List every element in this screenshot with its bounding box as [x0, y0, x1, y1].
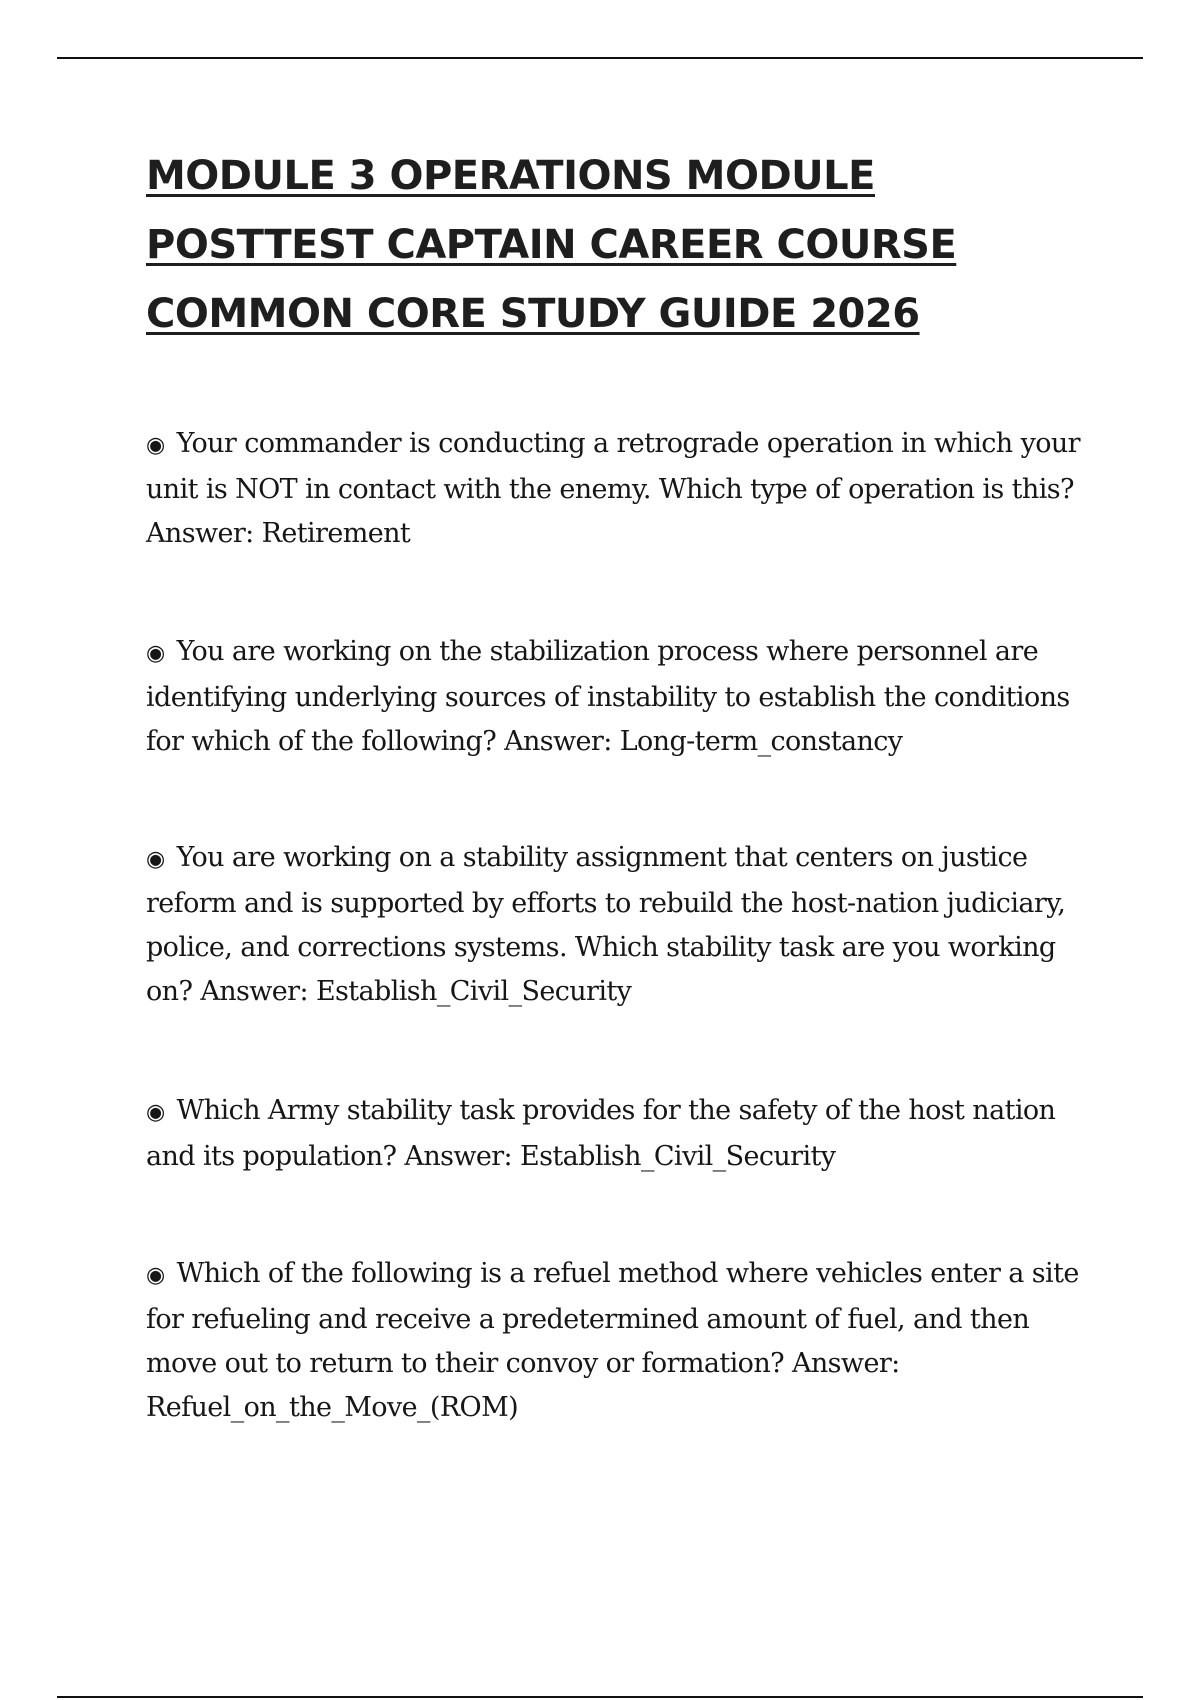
answer-label: Answer: [200, 976, 308, 1007]
answer-text: Long-term_constancy [619, 726, 903, 757]
qa-item [146, 422, 1096, 556]
answer-label: Answer: [146, 518, 254, 549]
bottom-divider [57, 1696, 1143, 1698]
answer-text: Retirement [261, 518, 411, 549]
qa-item [146, 836, 1096, 1014]
qa-item [146, 1089, 1096, 1179]
question-text: Which of the following is a refuel method where vehicles enter a site for refueling and receive a predetermined amount of fuel, and then move out to return to their convoy or formation? [146, 1258, 1079, 1379]
question-text: You are working on the stabilization process where personnel are identifying underlying sources of instability to establish the conditions for which of the following? [146, 636, 1070, 757]
radio-bullet-icon: ◉ [146, 1100, 165, 1125]
answer-label: Answer: [504, 726, 612, 757]
answer-text: Establish_Civil_Security [315, 976, 632, 1007]
radio-bullet-icon: ◉ [146, 641, 165, 666]
radio-bullet-icon: ◉ [146, 847, 165, 872]
page-title: MODULE 3 OPERATIONS MODULE POSTTEST CAPTAIN CAREER COURSE COMMON CORE STUDY GUIDE 2026 [146, 153, 957, 337]
radio-bullet-icon: ◉ [146, 1263, 165, 1288]
question-text: You are working on a stability assignment that centers on justice reform and is supported by efforts to rebuild the host-nation judiciary, police, and corrections systems. Which stability task are you working on? [146, 842, 1066, 1007]
qa-item [146, 1252, 1096, 1430]
top-divider [57, 57, 1143, 59]
question-text: Which Army stability task provides for the safety of the host nation and its population? [146, 1095, 1056, 1172]
answer-label: Answer: [404, 1141, 513, 1172]
answer-text: Establish_Civil_Security [520, 1141, 836, 1172]
qa-item [146, 630, 1096, 764]
answer-label: Answer: [791, 1348, 900, 1379]
answer-text: Refuel_on_the_Move_(ROM) [146, 1392, 519, 1423]
radio-bullet-icon: ◉ [146, 433, 165, 458]
question-text: Your commander is conducting a retrograde operation in which your unit is NOT in contact with the enemy. Which type of operation is this? [146, 428, 1080, 505]
